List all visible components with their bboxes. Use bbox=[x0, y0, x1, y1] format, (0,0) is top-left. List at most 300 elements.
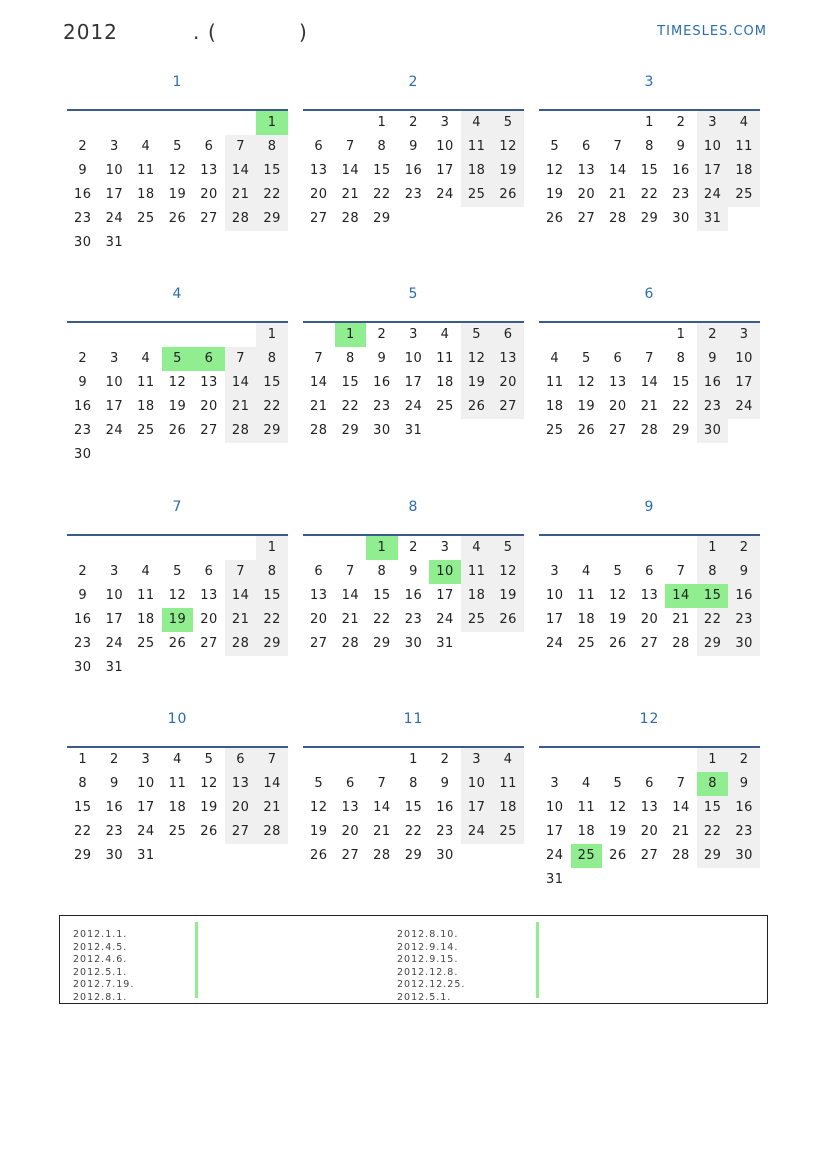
day-cell: 18 bbox=[137, 612, 155, 627]
day-cell: 16 bbox=[373, 375, 391, 390]
day-cell: 19 bbox=[546, 187, 564, 202]
legend-row bbox=[73, 947, 134, 966]
weekday-header bbox=[303, 307, 524, 321]
day-cell: 28 bbox=[609, 211, 627, 226]
day-cell: 6 bbox=[314, 139, 324, 154]
month-divider bbox=[67, 534, 288, 536]
day-cell: 22 bbox=[256, 183, 288, 207]
day-cell: 15 bbox=[404, 800, 423, 815]
day-cell: 19 bbox=[200, 800, 218, 815]
holiday-day-cell: 1 bbox=[335, 323, 367, 347]
day-cell: 26 bbox=[310, 848, 328, 863]
day-cell: 10 bbox=[461, 772, 493, 796]
day-cell: 8 bbox=[676, 351, 686, 366]
day-cell: 21 bbox=[341, 187, 360, 202]
day-cell: 13 bbox=[200, 588, 218, 603]
day-cell: 19 bbox=[492, 584, 524, 608]
day-cell: 1 bbox=[78, 752, 88, 767]
month-title: 1 bbox=[172, 74, 183, 90]
day-cell: 5 bbox=[173, 139, 182, 154]
day-cell: 25 bbox=[461, 183, 493, 207]
day-cell: 5 bbox=[173, 564, 182, 579]
day-cell: 16 bbox=[697, 371, 729, 395]
day-cell: 6 bbox=[613, 351, 623, 366]
weekday-header bbox=[539, 307, 760, 321]
legend-row bbox=[397, 960, 465, 978]
day-cell: 4 bbox=[492, 748, 524, 772]
month-11 bbox=[303, 711, 524, 911]
legend-row bbox=[73, 922, 134, 940]
day-cell: 8 bbox=[345, 351, 355, 366]
month-title: 6 bbox=[644, 286, 655, 302]
day-cell: 7 bbox=[256, 748, 288, 772]
day-cell: 28 bbox=[640, 423, 659, 438]
day-cell: 15 bbox=[256, 159, 288, 183]
day-cell: 8 bbox=[377, 564, 387, 579]
month-divider bbox=[67, 109, 288, 111]
month-7 bbox=[67, 499, 288, 699]
day-cell: 28 bbox=[225, 632, 257, 656]
day-cell: 16 bbox=[404, 163, 423, 178]
day-cell: 26 bbox=[168, 423, 187, 438]
day-cell: 22 bbox=[672, 399, 690, 414]
day-cell: 3 bbox=[728, 323, 760, 347]
day-cell: 20 bbox=[577, 187, 596, 202]
legend-color-swatch bbox=[195, 947, 198, 960]
day-cell: 7 bbox=[314, 351, 324, 366]
day-cell: 6 bbox=[645, 776, 654, 791]
day-cell: 2 bbox=[409, 540, 418, 555]
day-cell: 12 bbox=[168, 375, 187, 390]
day-cell: 7 bbox=[225, 347, 257, 371]
day-cell: 20 bbox=[609, 399, 627, 414]
legend-row bbox=[73, 960, 134, 978]
day-cell: 20 bbox=[310, 187, 328, 202]
day-cell: 18 bbox=[137, 399, 155, 414]
day-cell: 11 bbox=[168, 776, 187, 791]
legend-column-right bbox=[397, 922, 466, 1003]
day-cell: 26 bbox=[546, 211, 564, 226]
day-cell: 21 bbox=[609, 187, 627, 202]
day-cell: 24 bbox=[105, 211, 124, 226]
month-9 bbox=[539, 499, 760, 699]
day-cell: 11 bbox=[461, 135, 493, 159]
day-cell: 13 bbox=[200, 163, 218, 178]
day-cell: 28 bbox=[373, 848, 391, 863]
day-cell: 29 bbox=[373, 636, 391, 651]
day-cell: 25 bbox=[546, 423, 564, 438]
title-year: 2012 bbox=[63, 20, 118, 44]
day-cell: 29 bbox=[74, 848, 92, 863]
day-cell: 27 bbox=[310, 636, 328, 651]
day-cell: 9 bbox=[676, 139, 686, 154]
day-cell: 17 bbox=[546, 612, 564, 627]
day-cell: 5 bbox=[492, 111, 524, 135]
day-cell: 28 bbox=[310, 423, 328, 438]
day-cell: 14 bbox=[609, 163, 627, 178]
legend-date: 2012.9.14. bbox=[397, 941, 459, 953]
holiday-day-cell: 1 bbox=[366, 536, 398, 560]
legend-color-swatch bbox=[536, 972, 539, 985]
title-paren-close: ) bbox=[299, 20, 308, 44]
title-dot: . bbox=[193, 20, 201, 44]
month-4 bbox=[67, 286, 288, 486]
day-cell: 23 bbox=[74, 636, 92, 651]
day-cell: 3 bbox=[109, 351, 119, 366]
month-5 bbox=[303, 286, 524, 486]
day-cell: 10 bbox=[137, 776, 155, 791]
day-cell: 24 bbox=[404, 399, 423, 414]
day-cell: 27 bbox=[640, 636, 659, 651]
day-cell: 10 bbox=[105, 163, 124, 178]
day-cell: 15 bbox=[373, 588, 391, 603]
day-cell: 30 bbox=[436, 848, 454, 863]
day-cell: 29 bbox=[256, 419, 288, 443]
day-cell: 28 bbox=[225, 207, 257, 231]
day-cell: 27 bbox=[609, 423, 627, 438]
day-cell: 4 bbox=[173, 752, 182, 767]
day-cell: 16 bbox=[105, 800, 124, 815]
day-cell: 31 bbox=[697, 207, 729, 231]
day-cell: 22 bbox=[697, 820, 729, 844]
legend-row bbox=[73, 935, 134, 953]
day-cell: 27 bbox=[200, 211, 218, 226]
day-cell: 1 bbox=[256, 323, 288, 347]
day-cell: 23 bbox=[672, 187, 690, 202]
day-cell: 31 bbox=[137, 848, 155, 863]
day-cell: 4 bbox=[581, 564, 591, 579]
day-cell: 22 bbox=[640, 187, 659, 202]
day-cell: 5 bbox=[581, 351, 591, 366]
day-cell: 13 bbox=[640, 588, 659, 603]
holiday-day-cell: 6 bbox=[193, 347, 225, 371]
legend-color-swatch bbox=[536, 935, 539, 948]
day-cell: 14 bbox=[256, 772, 288, 796]
day-cell: 10 bbox=[697, 135, 729, 159]
legend-date: 2012.4.6. bbox=[73, 954, 128, 966]
day-cell: 1 bbox=[409, 752, 418, 767]
legend-color-swatch bbox=[536, 960, 539, 973]
day-cell: 31 bbox=[404, 423, 423, 438]
legend-color-swatch bbox=[536, 922, 539, 935]
day-cell: 20 bbox=[200, 187, 218, 202]
brand-link[interactable]: TIMESLES.COM bbox=[657, 24, 767, 39]
day-cell: 15 bbox=[373, 163, 391, 178]
day-cell: 24 bbox=[436, 612, 454, 627]
day-cell: 23 bbox=[697, 395, 729, 419]
day-cell: 11 bbox=[546, 375, 564, 390]
day-cell: 2 bbox=[676, 115, 686, 130]
day-cell: 17 bbox=[105, 612, 124, 627]
holiday-day-cell: 10 bbox=[429, 560, 461, 584]
day-cell: 2 bbox=[728, 536, 760, 560]
day-cell: 20 bbox=[341, 824, 360, 839]
day-cell: 7 bbox=[225, 135, 257, 159]
day-cell: 9 bbox=[78, 163, 88, 178]
day-cell: 10 bbox=[546, 800, 564, 815]
day-cell: 16 bbox=[728, 796, 760, 820]
day-cell: 30 bbox=[697, 419, 729, 443]
month-title: 5 bbox=[408, 286, 419, 302]
day-cell: 21 bbox=[341, 612, 360, 627]
day-cell: 8 bbox=[256, 560, 288, 584]
day-cell: 30 bbox=[404, 636, 423, 651]
day-cell: 23 bbox=[728, 820, 760, 844]
day-cell: 11 bbox=[577, 800, 596, 815]
day-cell: 22 bbox=[341, 399, 360, 414]
day-cell: 8 bbox=[697, 560, 729, 584]
day-cell: 16 bbox=[74, 612, 92, 627]
day-cell: 24 bbox=[105, 636, 124, 651]
day-cell: 3 bbox=[141, 752, 151, 767]
day-cell: 8 bbox=[256, 135, 288, 159]
day-cell: 26 bbox=[200, 824, 218, 839]
day-cell: 17 bbox=[697, 159, 729, 183]
day-cell: 24 bbox=[436, 187, 454, 202]
day-cell: 4 bbox=[461, 111, 493, 135]
day-cell: 5 bbox=[461, 323, 493, 347]
day-cell: 25 bbox=[168, 824, 187, 839]
day-cell: 10 bbox=[105, 588, 124, 603]
day-cell: 20 bbox=[492, 371, 524, 395]
day-cell: 11 bbox=[137, 163, 155, 178]
day-cell: 25 bbox=[137, 211, 155, 226]
day-cell: 17 bbox=[461, 796, 493, 820]
day-cell: 19 bbox=[168, 187, 187, 202]
month-title: 7 bbox=[172, 499, 183, 515]
legend-date: 2012.9.15. bbox=[397, 954, 459, 966]
day-cell: 6 bbox=[204, 139, 214, 154]
day-cell: 16 bbox=[404, 588, 423, 603]
day-cell: 22 bbox=[256, 395, 288, 419]
day-cell: 19 bbox=[310, 824, 328, 839]
day-cell: 15 bbox=[672, 375, 690, 390]
day-cell: 24 bbox=[546, 848, 564, 863]
day-cell: 26 bbox=[609, 636, 627, 651]
holiday-day-cell: 15 bbox=[697, 584, 729, 608]
month-title: 10 bbox=[167, 711, 188, 727]
day-cell: 25 bbox=[728, 183, 760, 207]
day-cell: 16 bbox=[728, 584, 760, 608]
day-cell: 21 bbox=[640, 399, 659, 414]
day-cell: 13 bbox=[310, 163, 328, 178]
legend-column-left bbox=[73, 922, 135, 1003]
day-cell: 14 bbox=[640, 375, 659, 390]
day-cell: 14 bbox=[672, 800, 690, 815]
day-cell: 8 bbox=[645, 139, 654, 154]
day-cell: 19 bbox=[609, 824, 627, 839]
day-cell: 14 bbox=[225, 584, 257, 608]
day-cell: 9 bbox=[440, 776, 450, 791]
day-cell: 30 bbox=[105, 848, 124, 863]
weekday-header bbox=[67, 95, 288, 109]
day-cell: 31 bbox=[436, 636, 454, 651]
day-cell: 27 bbox=[310, 211, 328, 226]
day-cell: 4 bbox=[440, 327, 450, 342]
day-cell: 21 bbox=[225, 608, 257, 632]
day-cell: 4 bbox=[461, 536, 493, 560]
day-cell: 12 bbox=[200, 776, 218, 791]
weekday-header bbox=[539, 520, 760, 534]
day-cell: 17 bbox=[105, 187, 124, 202]
day-cell: 20 bbox=[640, 612, 659, 627]
month-divider bbox=[67, 321, 288, 323]
day-cell: 18 bbox=[577, 612, 596, 627]
day-cell: 5 bbox=[613, 564, 623, 579]
day-cell: 7 bbox=[225, 560, 257, 584]
day-cell: 29 bbox=[256, 207, 288, 231]
day-cell: 18 bbox=[137, 187, 155, 202]
day-cell: 17 bbox=[105, 399, 124, 414]
day-cell: 22 bbox=[697, 608, 729, 632]
day-cell: 25 bbox=[137, 423, 155, 438]
day-cell: 7 bbox=[645, 351, 654, 366]
day-cell: 12 bbox=[492, 560, 524, 584]
day-cell: 27 bbox=[492, 395, 524, 419]
day-cell: 23 bbox=[74, 211, 92, 226]
day-cell: 21 bbox=[373, 824, 391, 839]
legend-color-swatch bbox=[536, 985, 539, 998]
day-cell: 18 bbox=[546, 399, 564, 414]
legend-date: 2012.8.10. bbox=[397, 929, 459, 940]
day-cell: 10 bbox=[404, 351, 423, 366]
day-cell: 12 bbox=[492, 135, 524, 159]
day-cell: 30 bbox=[672, 211, 690, 226]
legend-color-swatch bbox=[195, 985, 198, 998]
day-cell: 9 bbox=[109, 776, 119, 791]
day-cell: 27 bbox=[225, 820, 257, 844]
day-cell: 4 bbox=[728, 111, 760, 135]
day-cell: 30 bbox=[74, 447, 92, 462]
legend-color-swatch bbox=[195, 922, 198, 935]
day-cell: 9 bbox=[409, 564, 418, 579]
day-cell: 23 bbox=[373, 399, 391, 414]
day-cell: 20 bbox=[200, 399, 218, 414]
day-cell: 31 bbox=[105, 235, 124, 250]
day-cell: 1 bbox=[676, 327, 686, 342]
legend-date: 2012.5.1. bbox=[73, 966, 128, 978]
day-cell: 30 bbox=[373, 423, 391, 438]
day-cell: 21 bbox=[225, 183, 257, 207]
day-cell: 8 bbox=[409, 776, 418, 791]
day-cell: 28 bbox=[256, 820, 288, 844]
day-cell: 19 bbox=[168, 399, 187, 414]
day-cell: 23 bbox=[404, 187, 423, 202]
day-cell: 23 bbox=[404, 612, 423, 627]
day-cell: 26 bbox=[168, 636, 187, 651]
day-cell: 16 bbox=[74, 399, 92, 414]
day-cell: 11 bbox=[461, 560, 493, 584]
legend-date: 2012.8.1. bbox=[73, 991, 128, 1003]
day-cell: 17 bbox=[436, 588, 454, 603]
day-cell: 18 bbox=[436, 375, 454, 390]
day-cell: 11 bbox=[137, 375, 155, 390]
month-6 bbox=[539, 286, 760, 486]
day-cell: 15 bbox=[74, 800, 92, 815]
day-cell: 27 bbox=[200, 423, 218, 438]
day-cell: 10 bbox=[728, 347, 760, 371]
day-cell: 21 bbox=[672, 612, 690, 627]
day-cell: 16 bbox=[74, 187, 92, 202]
holiday-day-cell: 25 bbox=[571, 844, 603, 868]
day-cell: 21 bbox=[256, 796, 288, 820]
day-cell: 25 bbox=[461, 608, 493, 632]
day-cell: 3 bbox=[550, 564, 560, 579]
day-cell: 11 bbox=[577, 588, 596, 603]
day-cell: 19 bbox=[577, 399, 596, 414]
month-title: 9 bbox=[644, 499, 655, 515]
day-cell: 21 bbox=[672, 824, 690, 839]
legend-date: 2012.12.8. bbox=[397, 966, 459, 978]
day-cell: 1 bbox=[697, 748, 729, 772]
day-cell: 18 bbox=[168, 800, 187, 815]
day-cell: 26 bbox=[609, 848, 627, 863]
day-cell: 4 bbox=[581, 776, 591, 791]
day-cell: 7 bbox=[613, 139, 623, 154]
day-cell: 18 bbox=[577, 824, 596, 839]
day-cell: 17 bbox=[137, 800, 155, 815]
day-cell: 15 bbox=[256, 371, 288, 395]
legend-row bbox=[397, 922, 465, 940]
day-cell: 3 bbox=[697, 111, 729, 135]
day-cell: 24 bbox=[105, 423, 124, 438]
day-cell: 9 bbox=[409, 139, 418, 154]
day-cell: 9 bbox=[377, 351, 387, 366]
month-title: 4 bbox=[172, 286, 183, 302]
day-cell: 29 bbox=[697, 632, 729, 656]
day-cell: 7 bbox=[345, 564, 355, 579]
day-cell: 26 bbox=[492, 608, 524, 632]
day-cell: 13 bbox=[577, 163, 596, 178]
day-cell: 11 bbox=[436, 351, 454, 366]
day-cell: 29 bbox=[404, 848, 423, 863]
weekday-header bbox=[303, 95, 524, 109]
day-cell: 12 bbox=[609, 800, 627, 815]
day-cell: 1 bbox=[697, 536, 729, 560]
legend-color-swatch bbox=[195, 972, 198, 985]
month-10 bbox=[67, 711, 288, 911]
day-cell: 18 bbox=[492, 796, 524, 820]
day-cell: 29 bbox=[256, 632, 288, 656]
month-title: 12 bbox=[639, 711, 660, 727]
holiday-day-cell: 19 bbox=[162, 608, 194, 632]
day-cell: 9 bbox=[78, 375, 88, 390]
day-cell: 31 bbox=[546, 872, 564, 887]
legend-date: 2012.7.19. bbox=[73, 979, 135, 991]
day-cell: 3 bbox=[461, 748, 493, 772]
page-title bbox=[63, 20, 308, 44]
day-cell: 27 bbox=[640, 848, 659, 863]
month-title: 2 bbox=[408, 74, 419, 90]
weekday-header bbox=[67, 732, 288, 746]
day-cell: 17 bbox=[404, 375, 423, 390]
day-cell: 28 bbox=[672, 636, 690, 651]
day-cell: 13 bbox=[225, 772, 257, 796]
day-cell: 2 bbox=[109, 752, 119, 767]
month-8 bbox=[303, 499, 524, 699]
day-cell: 12 bbox=[461, 347, 493, 371]
holiday-day-cell: 1 bbox=[256, 111, 288, 135]
day-cell: 6 bbox=[645, 564, 654, 579]
day-cell: 30 bbox=[728, 632, 760, 656]
day-cell: 2 bbox=[697, 323, 729, 347]
day-cell: 2 bbox=[728, 748, 760, 772]
day-cell: 9 bbox=[78, 588, 88, 603]
day-cell: 15 bbox=[341, 375, 360, 390]
day-cell: 21 bbox=[225, 395, 257, 419]
day-cell: 23 bbox=[728, 608, 760, 632]
month-title: 8 bbox=[408, 499, 419, 515]
